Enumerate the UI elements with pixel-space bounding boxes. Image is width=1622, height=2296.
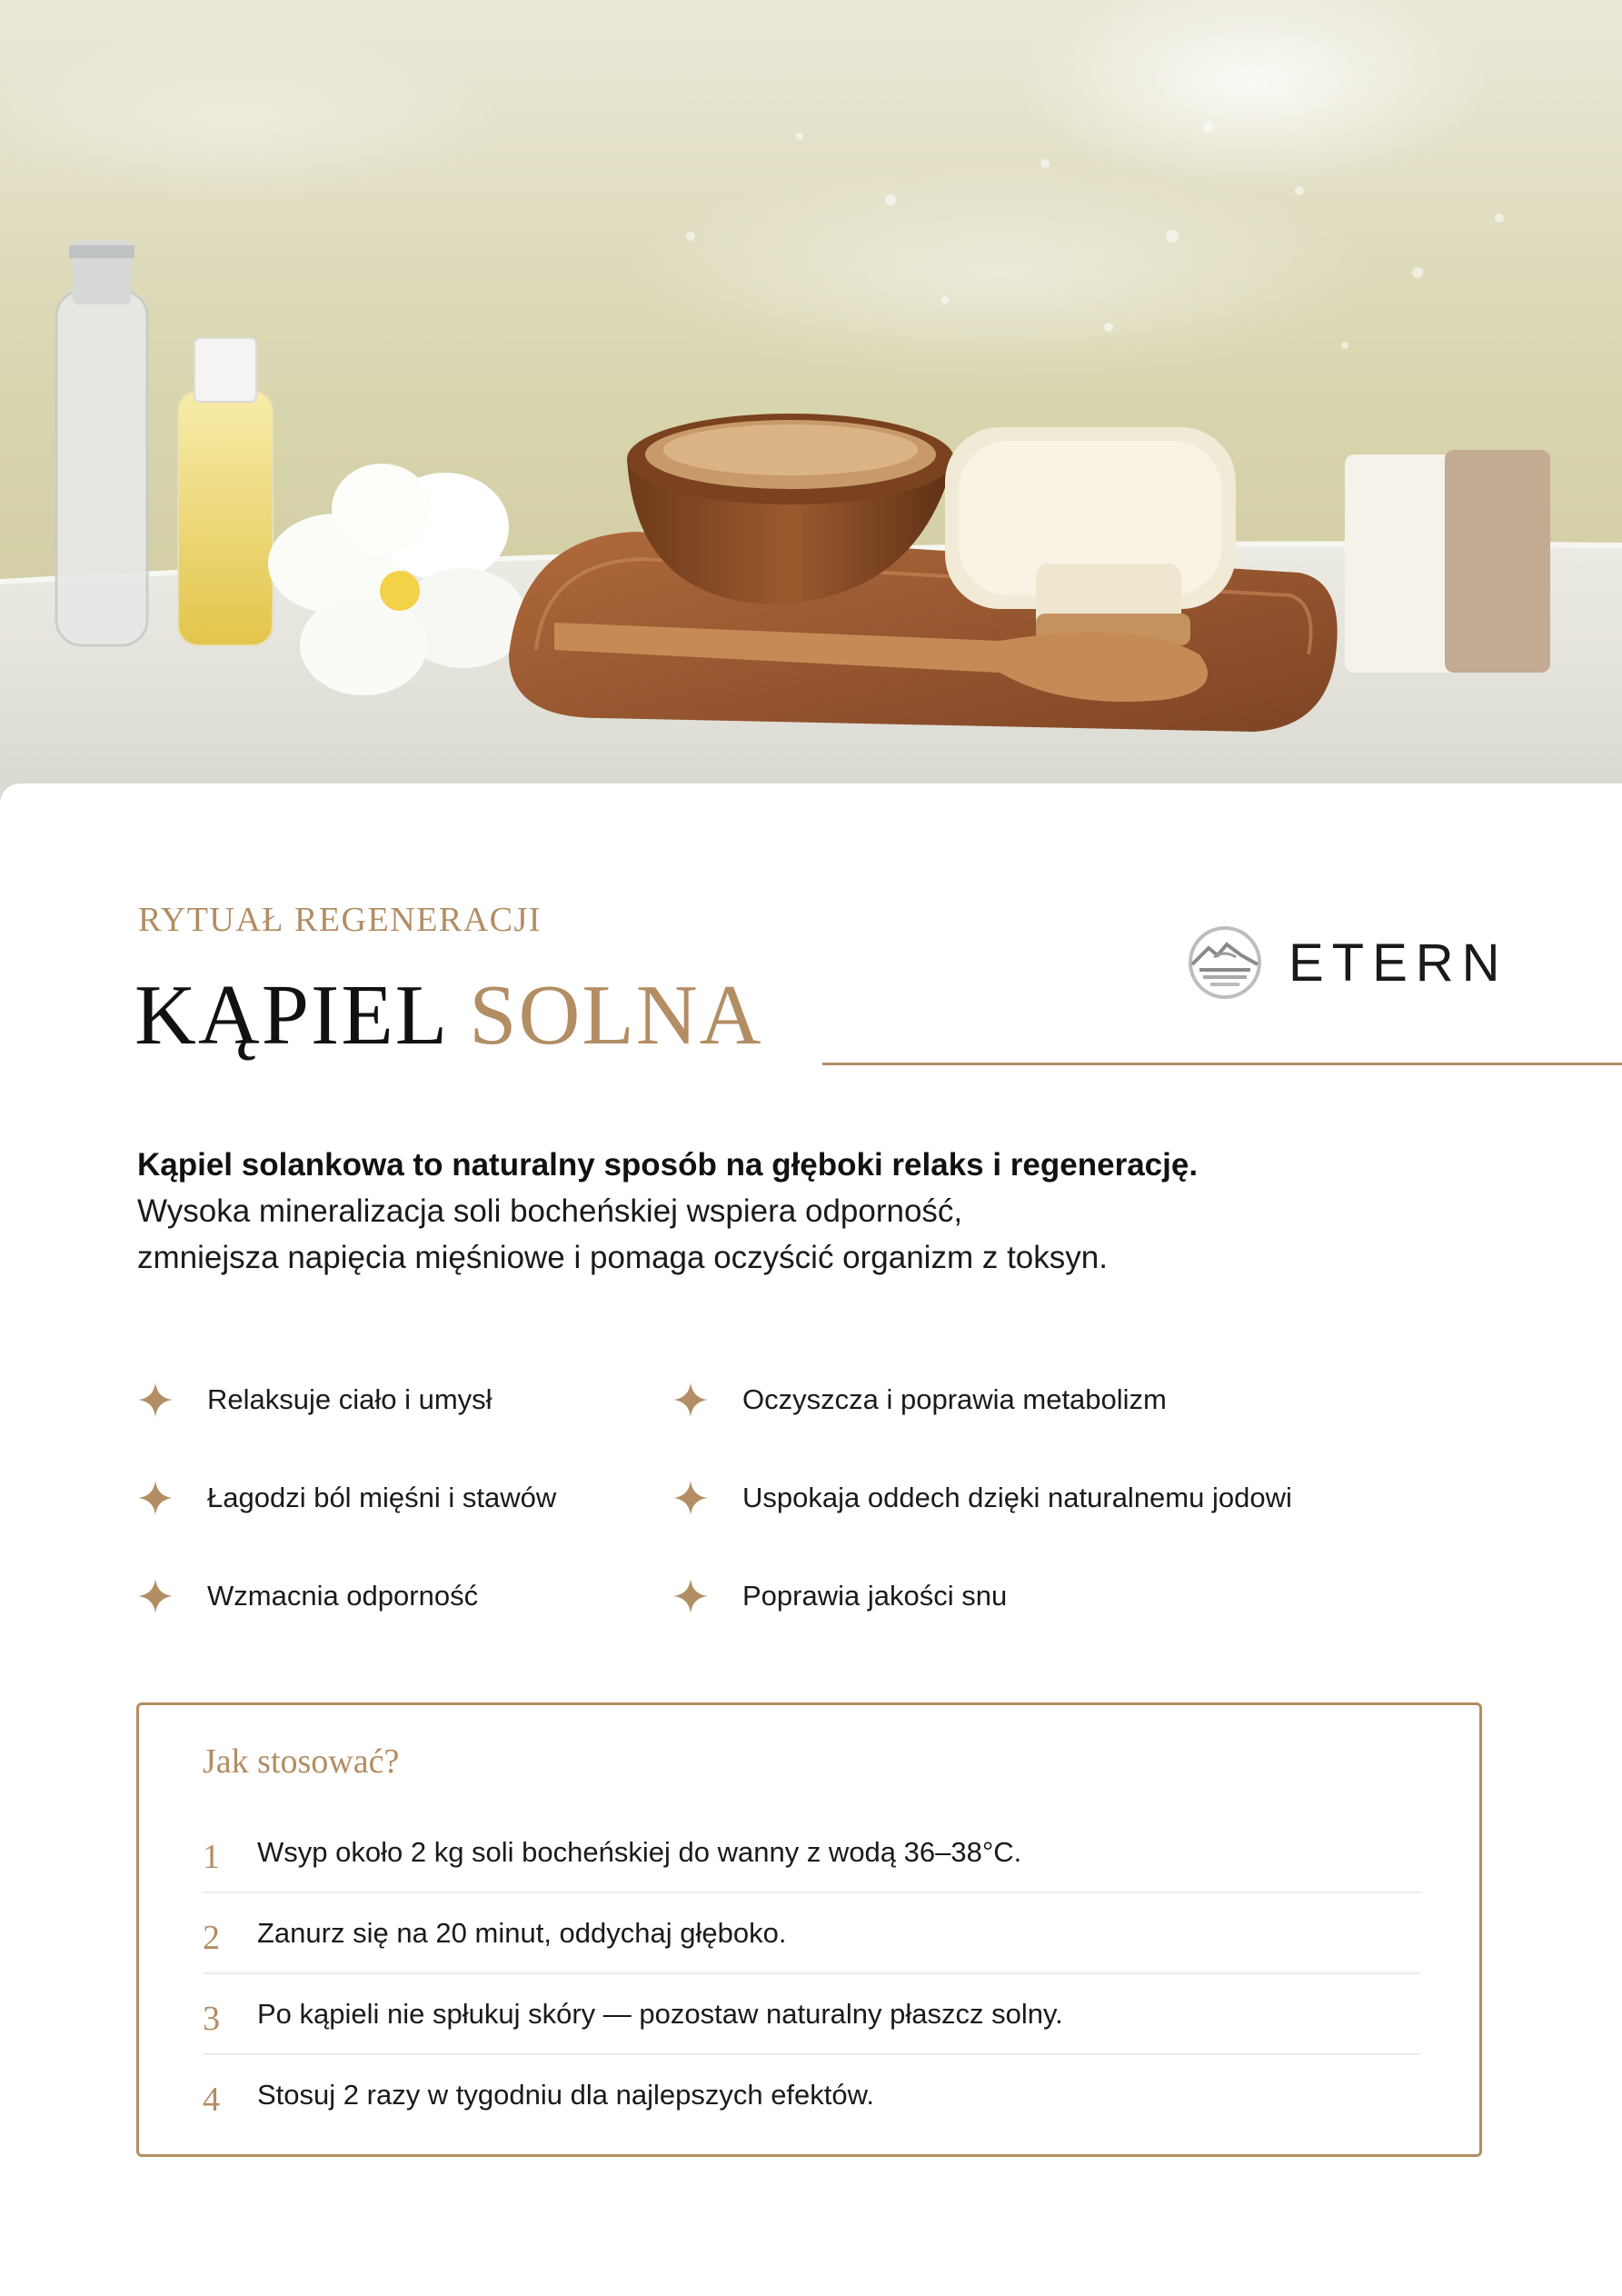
brand-logo: [1187, 922, 1508, 1003]
benefit-label: Relaksuje ciało i umysł: [207, 1383, 493, 1415]
hero-image: [0, 0, 1622, 818]
intro-lead: Kąpiel solankowa to naturalny sposób na głęboki relaks i regenerację.: [137, 1147, 1199, 1183]
benefit-item: [672, 1373, 1308, 1427]
benefit-label: Oczyszcza i poprawia metabolizm: [742, 1383, 1167, 1415]
intro-text: [137, 1142, 1482, 1281]
benefit-label: Łagodzi ból mięśni i stawów: [207, 1482, 557, 1513]
title-accent: SOLNA: [469, 968, 763, 1063]
benefit-label: Wzmacnia odporność: [207, 1580, 479, 1612]
title-main: KĄPIEL: [134, 968, 446, 1063]
sparkle-star-icon: [136, 1381, 174, 1419]
steps-list: [203, 1812, 1420, 2134]
intro-line: zmniejsza napięcia mięśniowe i pomaga oczyścić organizm z toksyn.: [137, 1240, 1108, 1275]
step-text: Stosuj 2 razy w tygodniu dla najlepszych efektów.: [257, 2078, 874, 2111]
sparkle-star-icon: [672, 1577, 710, 1615]
hero-photo-illustration: [0, 0, 1622, 818]
benefit-label: Uspokaja oddech dzięki naturalnemu jodowi: [742, 1482, 1292, 1513]
sparkle-star-icon: [672, 1479, 710, 1517]
step-item: [203, 1812, 1420, 1893]
benefits-list: [136, 1373, 1499, 1667]
sparkle-star-icon: [136, 1479, 174, 1517]
step-text: Wsyp około 2 kg soli bocheńskiej do wanny z wodą 36–38°C.: [257, 1835, 1022, 1868]
benefit-label: Poprawia jakości snu: [742, 1580, 1008, 1612]
how-to-box: [136, 1702, 1482, 2157]
step-item: [203, 2055, 1420, 2134]
step-item: [203, 1893, 1420, 1974]
sparkle-star-icon: [136, 1577, 174, 1615]
step-number: 1: [203, 1837, 220, 1876]
eyebrow-label: RYTUAŁ REGENERACJI: [138, 901, 542, 939]
how-to-title: Jak stosować?: [203, 1742, 400, 1781]
page-title: [134, 968, 763, 1063]
step-text: Zanurz się na 20 minut, oddychaj głęboko.: [257, 1916, 787, 1949]
benefit-item: [672, 1471, 1308, 1525]
mountain-emblem-icon: [1187, 924, 1263, 1001]
benefit-item: [136, 1569, 672, 1623]
sparkle-star-icon: [672, 1381, 710, 1419]
benefit-item: [136, 1373, 672, 1427]
benefit-item: [672, 1569, 1308, 1623]
step-number: 4: [203, 2080, 220, 2119]
brand-name: ETERN: [1289, 933, 1508, 993]
step-number: 3: [203, 1999, 220, 2038]
header-divider: [822, 1063, 1622, 1065]
step-number: 2: [203, 1918, 220, 1957]
intro-line: Wysoka mineralizacja soli bocheńskiej wspiera odporność,: [137, 1193, 963, 1229]
step-item: [203, 1974, 1420, 2055]
benefit-item: [136, 1471, 672, 1525]
step-text: Po kąpieli nie spłukuj skóry — pozostaw naturalny płaszcz solny.: [257, 1997, 1063, 2030]
